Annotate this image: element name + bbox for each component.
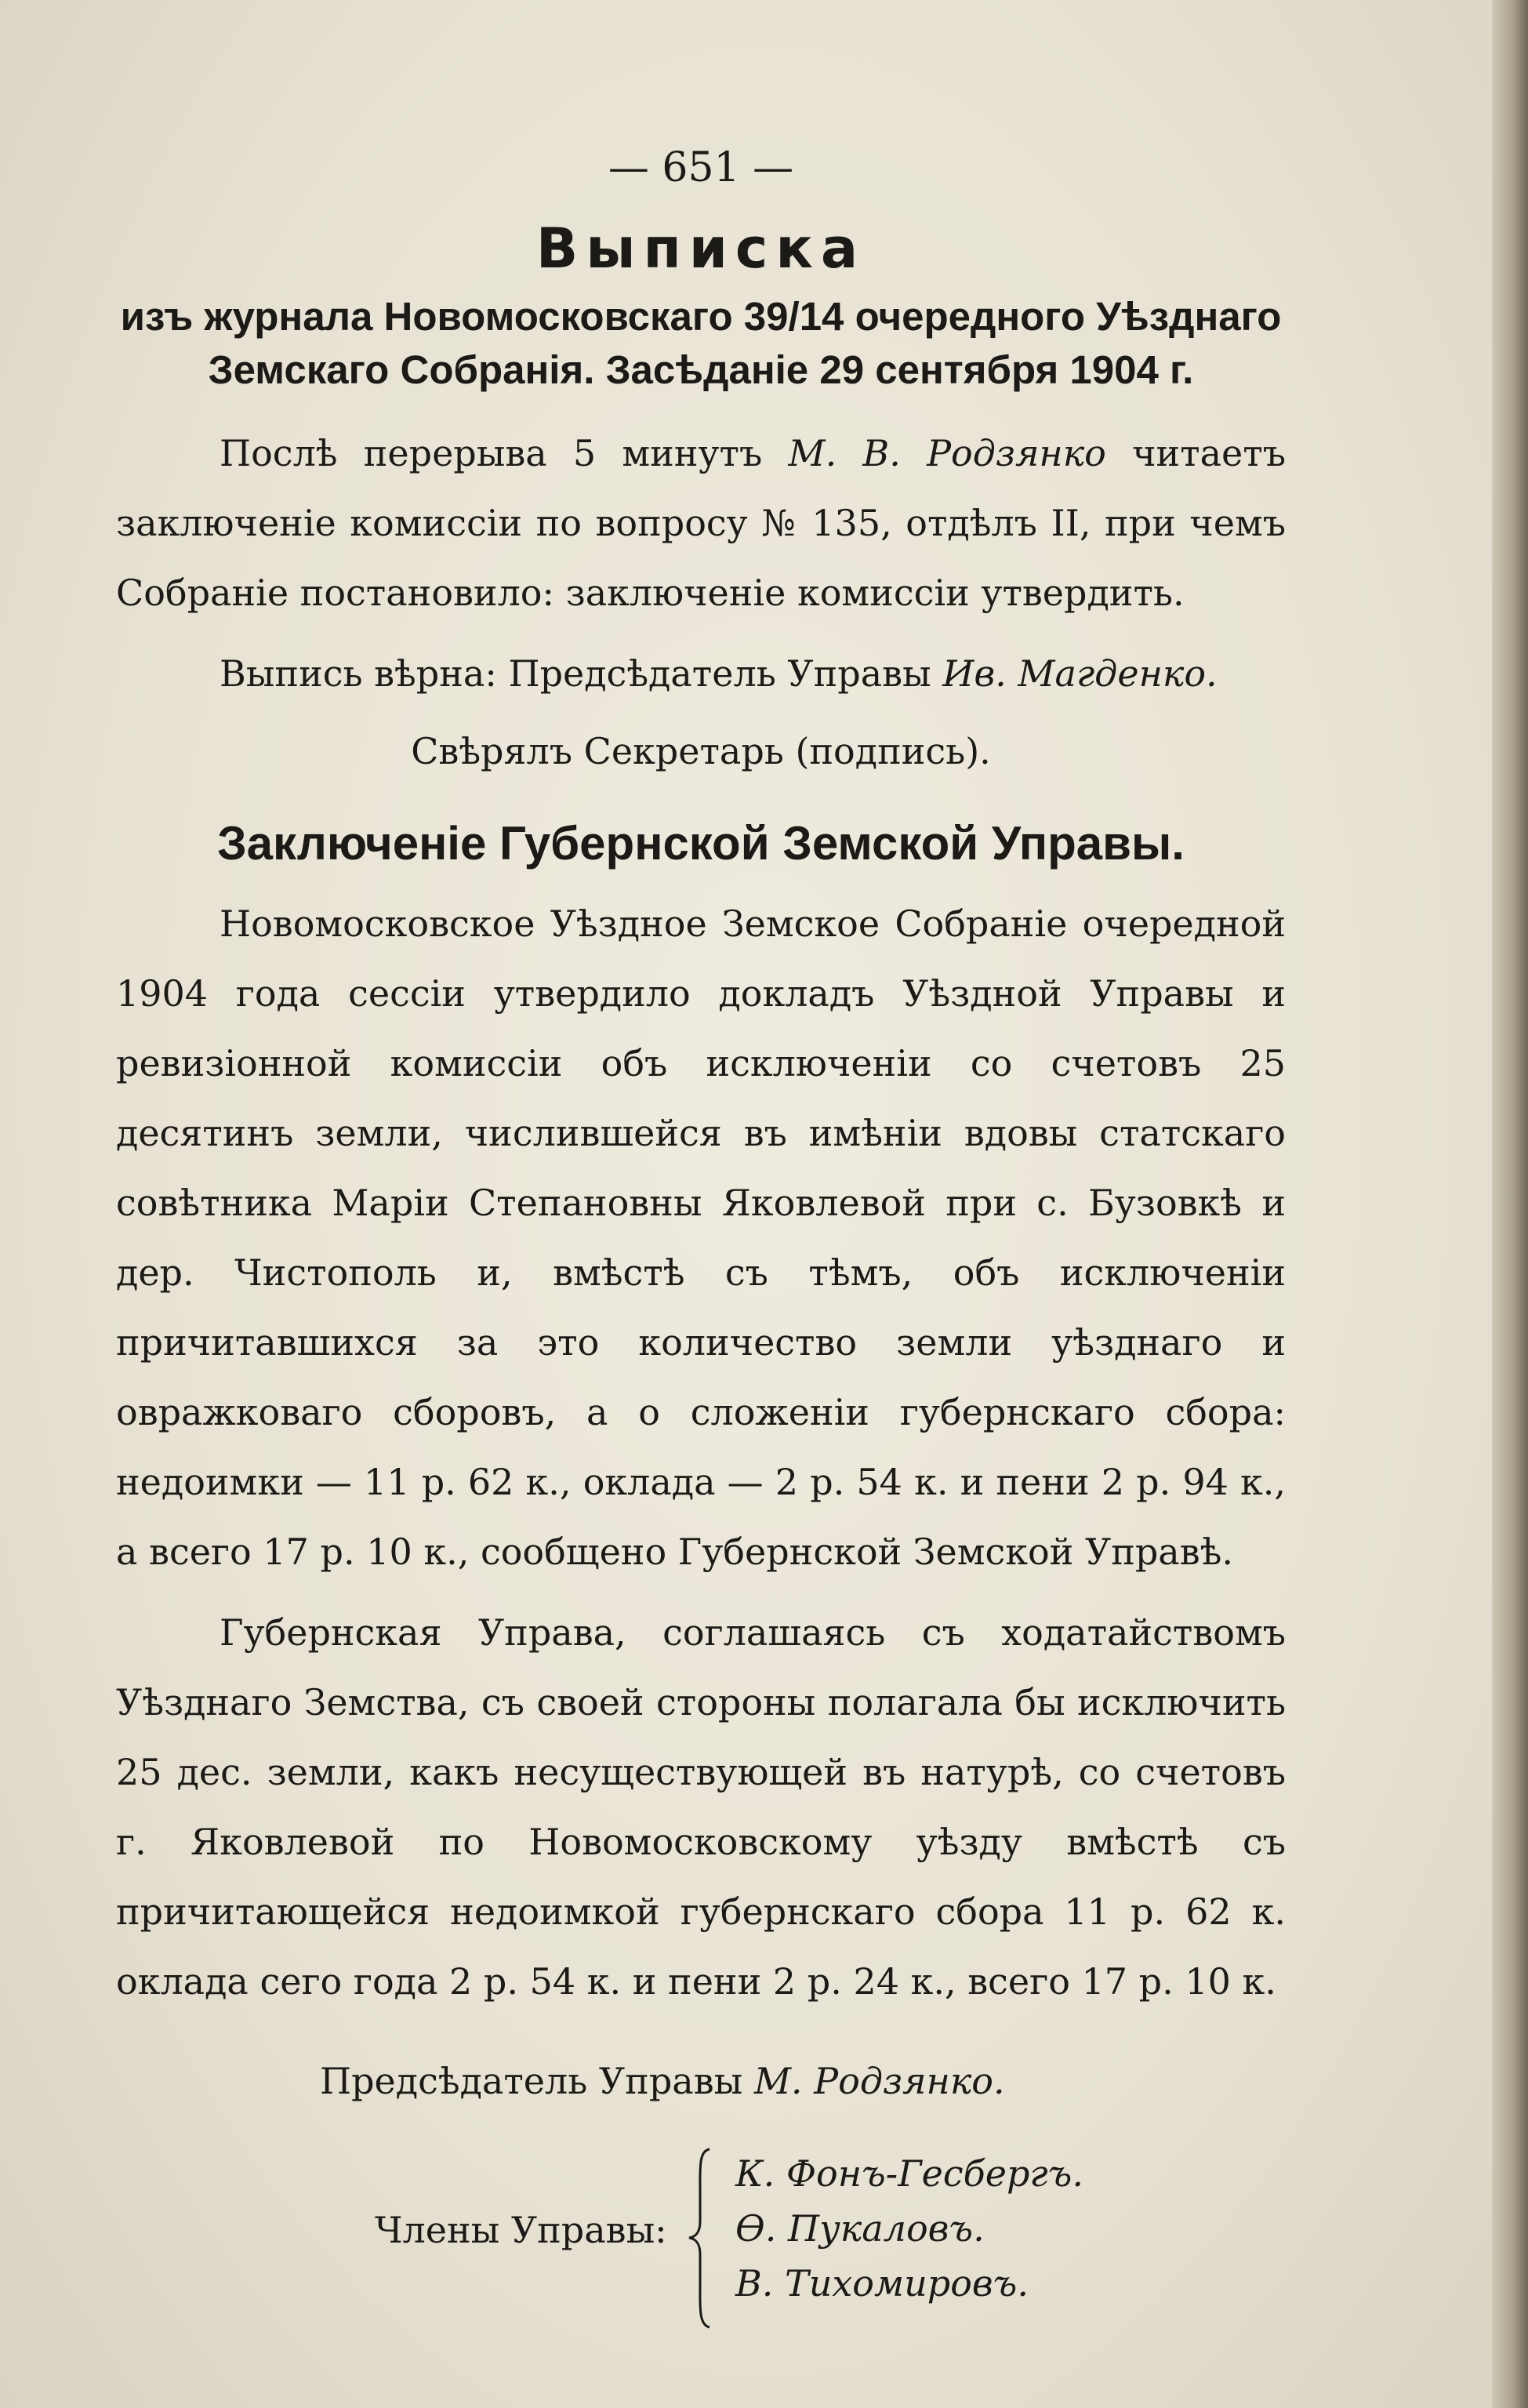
book-spine-shadow xyxy=(1492,0,1528,2408)
speaker-name: М. В. Родзянко xyxy=(788,432,1106,474)
page-text-block xyxy=(116,133,1286,2334)
member-name: В. Тихомировъ. xyxy=(735,2262,1029,2304)
members-signatures xyxy=(116,2146,1286,2334)
member-name: К. Фонъ-Гесбергъ. xyxy=(735,2152,1083,2195)
verifier-name: Ив. Магденко. xyxy=(942,652,1218,695)
subtitle-line: Земскаго Собранія. Засѣданіе 29 сентября 1904 г. xyxy=(208,347,1194,392)
secretary-check-line: Свѣрялъ Секретарь (подпись). xyxy=(411,730,991,772)
extract-paragraph xyxy=(116,419,1286,628)
page-number: — 651 — xyxy=(608,144,794,191)
member-name: Ѳ. Пукаловъ. xyxy=(735,2207,985,2250)
body-paragraph: Губернская Управа, соглашаясь съ ходатайствомъ Уѣзднаго Земства, съ своей стороны полагала бы исключить 25 дес. земли, какъ несуществующей въ натурѣ, со счетовъ г. Яковлевой по Новомосковскому уѣзду вмѣстѣ съ причитающейся недоимкой губернскаго сбора 11 р. 62 к. оклада сего года 2 р. 54 к. и пени 2 р. 24 к., всего 17 р. 10 к. xyxy=(116,1611,1286,2003)
document-title: Выписка xyxy=(535,216,866,281)
subtitle-line: изъ журнала Новомосковскаго 39/14 очередного Уѣзднаго xyxy=(120,294,1282,339)
verification-line xyxy=(116,639,1286,709)
section-heading: Заключеніе Губернской Земской Управы. xyxy=(217,817,1185,870)
document-subtitle xyxy=(116,290,1286,397)
members-list xyxy=(735,2146,1083,2311)
chair-signature xyxy=(320,2047,1286,2116)
extract-text-start: Послѣ перерыва 5 минутъ xyxy=(220,432,789,474)
curly-brace-icon xyxy=(684,2146,716,2330)
body-paragraph: Новомосковское Уѣздное Земское Собраніе очередной 1904 года сессіи утвердило докладъ Уѣздной Управы и ревизіонной комиссіи объ исключеніи со счетовъ 25 десятинъ земли, числившейся въ имѣніи вдовы статскаго совѣтника Маріи Степановны Яковлевой при с. Бузовкѣ и дер. Чистополь и, вмѣстѣ съ тѣмъ, объ исключеніи причитавшихся за это количество земли уѣзднаго и овражковаго сборовъ, а о сложеніи губернскаго сбора: недоимки — 11 р. 62 к., оклада — 2 р. 54 к. и пени 2 р. 94 к., а всего 17 р. 10 к., сообщено Губернской Земской Управѣ. xyxy=(116,903,1286,1573)
members-label: Члены Управы: xyxy=(375,2209,667,2251)
chair-label: Предсѣдатель Управы xyxy=(320,2060,754,2102)
chair-name: М. Родзянко. xyxy=(753,2060,1005,2102)
verification-text: Выпись вѣрна: Предсѣдатель Управы xyxy=(220,652,943,695)
extract-text-end: читаетъ заключеніе комиссіи по вопросу № 135, отдѣлъ II, при чемъ Собраніе постановило: заключеніе комиссіи утвердить. xyxy=(116,432,1286,614)
